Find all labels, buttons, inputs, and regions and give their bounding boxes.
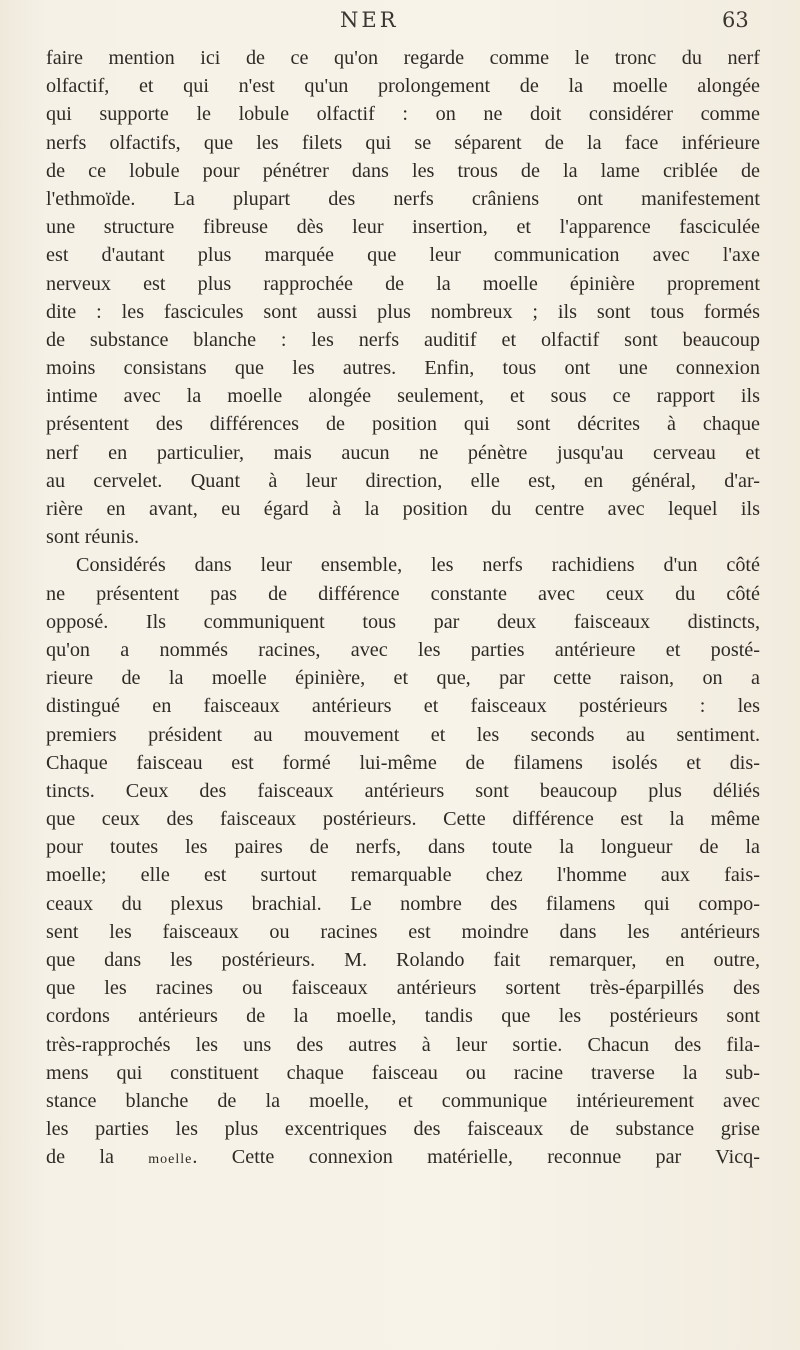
text-line: moins consistans que les autres. Enfin, tous ont une connexion xyxy=(46,357,760,380)
text-line: que les racines ou faisceaux antérieurs sortent très-éparpillés des xyxy=(46,977,760,1000)
text-line: nerf en particulier, mais aucun ne pénètre jusqu'au cerveau et xyxy=(46,441,760,464)
text-line: rière en avant, eu égard à la position du centre avec lequel ils xyxy=(46,498,760,520)
text-line: stance blanche de la moelle, et communique intérieurement avec xyxy=(46,1089,760,1112)
text-line: opposé. Ils communiquent tous par deux faisceaux distincts, xyxy=(46,610,760,633)
text-line: rieure de la moelle épinière, et que, par cette raison, on a xyxy=(46,667,760,690)
text-line: l'ethmoïde. La plupart des nerfs crâniens ont manifestement xyxy=(46,187,760,210)
text-line: ne présentent pas de différence constante avec ceux du côté xyxy=(46,582,760,605)
text-line: faire mention ici de ce qu'on regarde comme le tronc du nerf xyxy=(46,47,760,69)
text-line: est d'autant plus marquée que leur communication avec l'axe xyxy=(46,244,760,267)
running-title: NER xyxy=(340,8,399,32)
smallcaps-word: moelle xyxy=(148,1152,193,1168)
body-text xyxy=(46,44,760,1172)
text-line: premiers président au mouvement et les seconds au sentiment. xyxy=(46,723,760,746)
paragraph-3 xyxy=(46,1143,760,1171)
running-head xyxy=(0,6,800,38)
page-number: 63 xyxy=(722,8,749,32)
text-line: sent les faisceaux ou racines est moindre dans les antérieurs xyxy=(46,920,760,943)
text-line: ceaux du plexus brachial. Le nombre des filamens qui compo- xyxy=(46,892,760,915)
text-line: nerfs olfactifs, que les filets qui se séparent de la face inférieure xyxy=(46,131,760,154)
text-line: distingué en faisceaux antérieurs et faisceaux postérieurs : les xyxy=(46,695,760,718)
paragraph-1 xyxy=(46,44,760,551)
text-line: olfactif, et qui n'est qu'un prolongement de la moelle alongée xyxy=(46,75,760,98)
text-line: de ce lobule pour pénétrer dans les trous de la lame criblée de xyxy=(46,159,760,182)
text-line: intime avec la moelle alongée seulement, et sous ce rapport ils xyxy=(46,385,760,408)
text-line: pour toutes les paires de nerfs, dans toute la longueur de la xyxy=(46,836,760,859)
text-line: très-rapprochés les uns des autres à leur sortie. Chacun des fila- xyxy=(46,1033,760,1056)
text-line: de substance blanche : les nerfs auditif et olfactif sont beaucoup xyxy=(46,328,760,351)
text-line: moelle; elle est surtout remarquable chez l'homme aux fais- xyxy=(46,864,760,887)
text-line: dite : les fascicules sont aussi plus nombreux ; ils sont tous formés xyxy=(46,300,760,323)
text-line: nerveux est plus rapprochée de la moelle épinière proprement xyxy=(46,272,760,295)
text-line: Chaque faisceau est formé lui-même de filamens isolés et dis- xyxy=(46,751,760,774)
paragraph-2 xyxy=(46,551,760,1143)
text-line: cordons antérieurs de la moelle, tandis que les postérieurs sont xyxy=(46,1005,760,1028)
text-line: une structure fibreuse dès leur insertion, et l'apparence fasciculée xyxy=(46,216,760,239)
text-line: de la moelle. Cette connexion matérielle, reconnue par Vicq- xyxy=(46,1146,760,1169)
text-line: que ceux des faisceaux postérieurs. Cette différence est la même xyxy=(46,808,760,831)
text-line: qui supporte le lobule olfactif : on ne doit considérer comme xyxy=(46,103,760,126)
text-line: qu'on a nommés racines, avec les parties antérieure et posté- xyxy=(46,638,760,661)
text-line: les parties les plus excentriques des faisceaux de substance grise xyxy=(46,1118,760,1141)
text-line: tincts. Ceux des faisceaux antérieurs sont beaucoup plus déliés xyxy=(46,779,760,802)
text-line: mens qui constituent chaque faisceau ou racine traverse la sub- xyxy=(46,1061,760,1084)
text-line: sont réunis. xyxy=(46,526,140,549)
text-line: Considérés dans leur ensemble, les nerfs rachidiens d'un côté xyxy=(76,554,760,577)
text-line: présentent des différences de position qui sont décrites à chaque xyxy=(46,413,760,436)
text-line: que dans les postérieurs. M. Rolando fait remarquer, en outre, xyxy=(46,949,760,971)
text-line: au cervelet. Quant à leur direction, elle est, en général, d'ar- xyxy=(46,469,760,492)
